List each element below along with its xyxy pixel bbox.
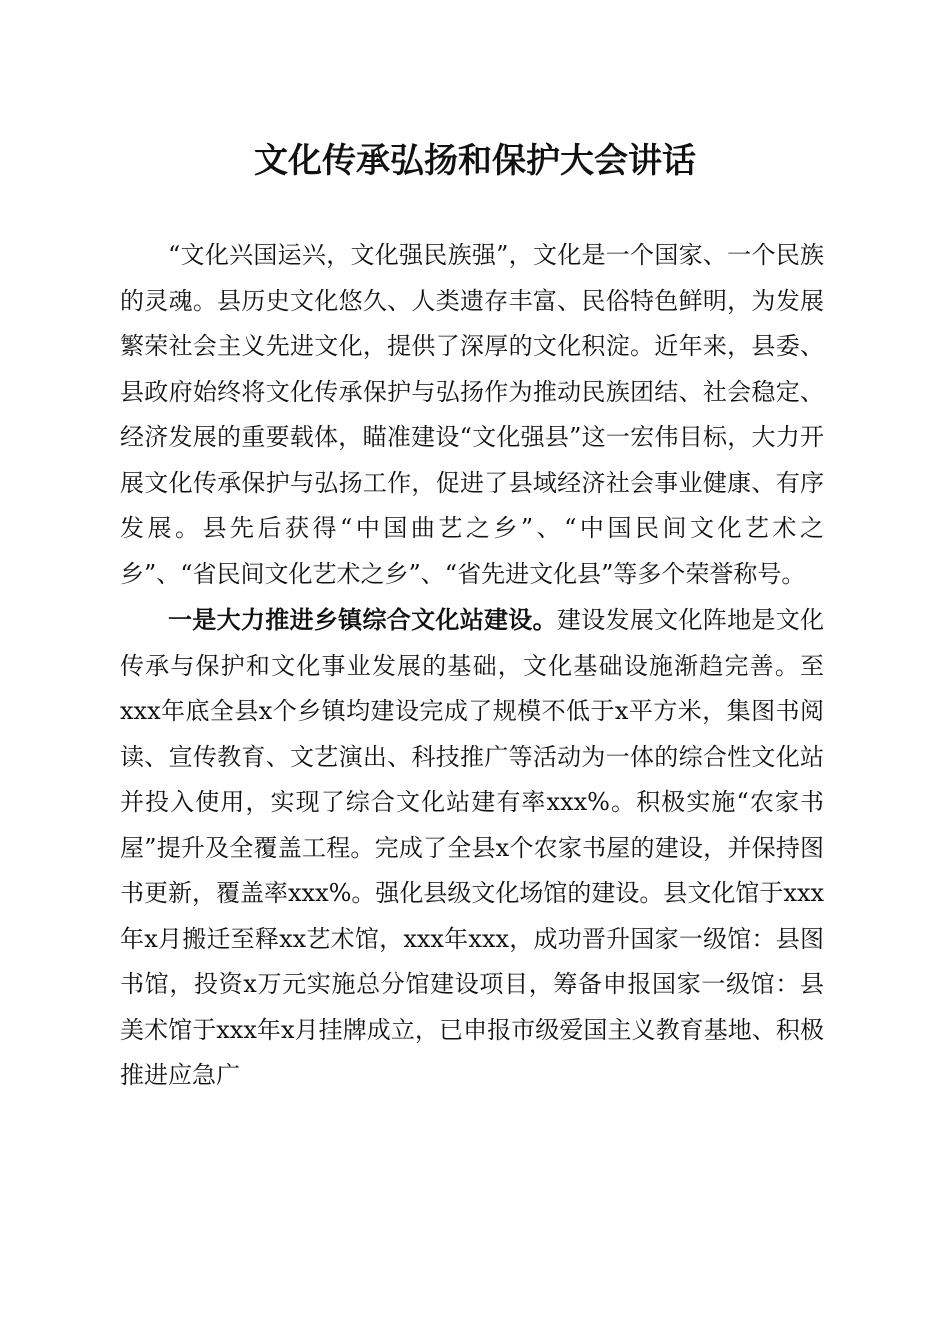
paragraph-lead: 一是大力推进乡镇综合文化站建设。 bbox=[168, 605, 557, 634]
paragraph-section-one bbox=[120, 597, 824, 1099]
paragraph-text: “文化兴国运兴，文化强民族强”，文化是一个国家、一个民族的灵魂。县历史文化悠久、人类遗存丰富、民俗特色鲜明，为发展繁荣社会主义先进文化，提供了深厚的文化积淀。近年来，县委、县政府始终将文化传承保护与弘扬作为推动民族团结、社会稳定、经济发展的重要载体，瞄准建设“文化强县”这一宏伟目标，大力开展文化传承保护与弘扬工作，促进了县域经济社会事业健康、有序发展。县先后获得“中国曲艺之乡”、“中国民间文化艺术之乡”、“省民间文化艺术之乡”、“省先进文化县”等多个荣誉称号。 bbox=[120, 241, 824, 588]
paragraph-text: 建设发展文化阵地是文化传承与保护和文化事业发展的基础，文化基础设施渐趋完善。至xxx年底全县x个乡镇均建设完成了规模不低于x平方米，集图书阅读、宣传教育、文艺演出、科技推广等活动为一体的综合性文化站并投入使用，实现了综合文化站建有率xxx%。积极实施“农家书屋”提升及全覆盖工程。完成了全县x个农家书屋的建设，并保持图书更新，覆盖率xxx%。强化县级文化场馆的建设。县文化馆于xxx年x月搬迁至释xx艺术馆，xxx年xxx，成功晋升国家一级馆：县图书馆，投资x万元实施总分馆建设项目，筹备申报国家一级馆：县美术馆于xxx年x月挂牌成立，已申报市级爱国主义教育基地、积极推进应急广 bbox=[120, 606, 825, 1089]
document-body bbox=[120, 232, 824, 1099]
document-title: 文化传承弘扬和保护大会讲话 bbox=[254, 141, 696, 181]
paragraph-intro bbox=[120, 232, 824, 597]
